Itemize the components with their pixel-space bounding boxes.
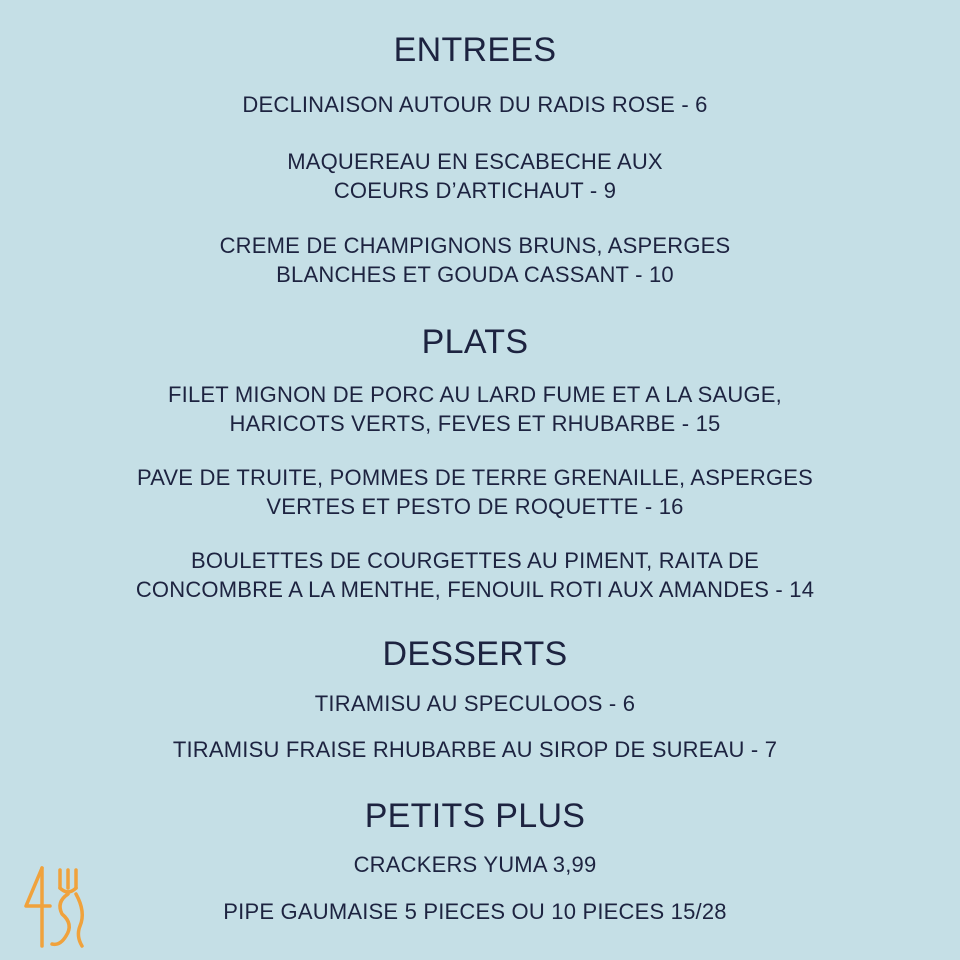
menu-item-line: CREME DE CHAMPIGNONS BRUNS, ASPERGES	[219, 233, 731, 258]
menu-item-line: TIRAMISU FRAISE RHUBARBE AU SIROP DE SUREAU - 7	[172, 737, 778, 762]
menu-item-line: BLANCHES ET GOUDA CASSANT - 10	[276, 262, 674, 287]
menu-item-line: FILET MIGNON DE PORC AU LARD FUME ET A LA SAUGE,	[168, 382, 782, 407]
menu-item	[0, 147, 950, 205]
menu-item-line: COEURS D’ARTICHAUT - 9	[333, 178, 617, 203]
menu-item	[0, 463, 950, 521]
menu-item-line: CONCOMBRE A LA MENTHE, FENOUIL ROTI AUX AMANDES - 14	[135, 577, 815, 602]
fork-spoon-logo-icon	[20, 862, 92, 950]
section-title-plats: PLATS	[421, 323, 529, 361]
section-title-desserts: DESSERTS	[382, 635, 568, 673]
menu-item	[0, 689, 950, 718]
section-title-entrees: ENTREES	[393, 31, 557, 69]
menu-item-line: TIRAMISU AU SPECULOOS - 6	[314, 691, 636, 716]
menu-item-line: HARICOTS VERTS, FEVES ET RHUBARBE - 15	[229, 411, 721, 436]
menu-item-line: DECLINAISON AUTOUR DU RADIS ROSE - 6	[242, 92, 708, 117]
menu-item	[0, 546, 950, 604]
menu-item	[0, 90, 950, 119]
menu-item	[0, 231, 950, 289]
menu-item-line: PIPE GAUMAISE 5 PIECES OU 10 PIECES 15/28	[223, 899, 727, 924]
menu-item-line: CRACKERS YUMA 3,99	[353, 852, 597, 877]
menu-item	[0, 850, 950, 879]
menu-item-line: VERTES ET PESTO DE ROQUETTE - 16	[266, 494, 684, 519]
menu-item-line: PAVE DE TRUITE, POMMES DE TERRE GRENAILLE, ASPERGES	[136, 465, 814, 490]
menu-item-line: BOULETTES DE COURGETTES AU PIMENT, RAITA DE	[190, 548, 760, 573]
menu-item	[0, 735, 950, 764]
menu-item-line: MAQUEREAU EN ESCABECHE AUX	[287, 149, 663, 174]
menu-item	[0, 897, 950, 926]
menu-item	[0, 380, 950, 438]
section-title-petits-plus: PETITS PLUS	[364, 797, 586, 835]
